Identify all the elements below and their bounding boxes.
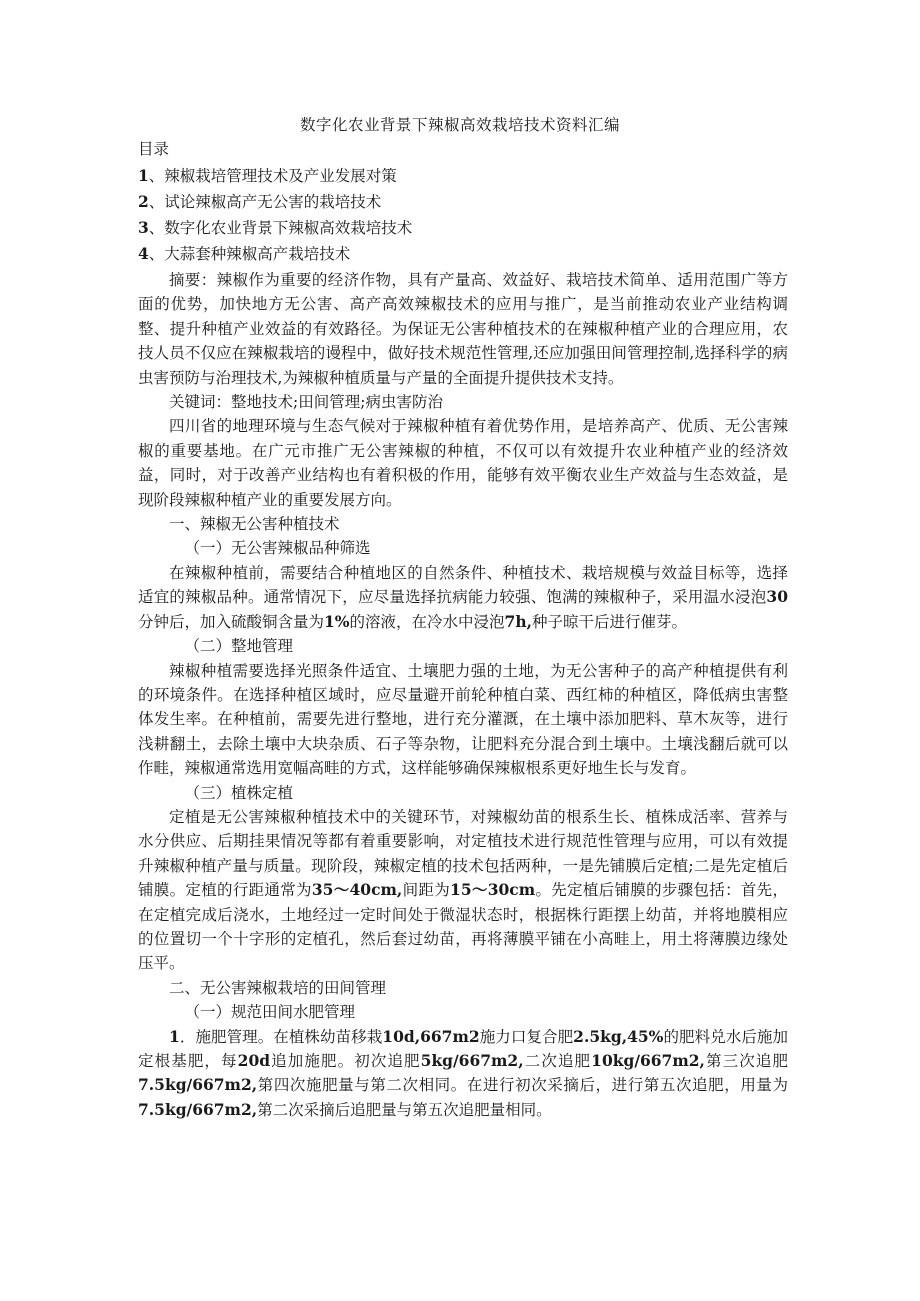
toc-item-text: 、辣椒栽培管理技术及产业发展对策 [148,167,397,185]
section-1-3-paragraph: 定植是无公害辣椒种植技术中的关键环节，对辣椒幼苗的根系生长、植株成活率、营养与水分供应、后期挂果情况等都有着重要影响，对定植技术进行规范性管理与应用，可以有效提升辣椒种植产量与质量。现阶段，辣椒定植的技术包括两种，一是先铺膜后定植;二是先定植后铺膜。定植的行距通常为35～40cm,间距为15～30cm。先定植后铺膜的步骤包括：首先，在定植完成后浇水，土地经过一定时间处于微湿状态时，根据株行距摆上幼苗，并将地膜相应的位置切一个十字形的定植孔，然后套过幼苗，再将薄膜平铺在小高畦上，用土将薄膜边缘处压平。 [138,807,788,973]
toc-item-text: 、试论辣椒高产无公害的栽培技术 [148,193,382,211]
section-1-1-heading: （一）无公害辣椒品种筛选 [184,539,371,558]
toc-item-number: 4 [138,244,149,263]
abstract-paragraph: 摘要：辣椒作为重要的经济作物，具有产量高、效益好、栽培技术简单、适用范围广等方面的优势，加快地方无公害、高产高效辣椒技术的应用与推广，是当前推动农业产业结构调整、提升种植产业效益的有效路径。为保证无公害种植技术的在辣椒种植产业的合理应用，农技人员不仅应在辣椒栽培的谩程中，做好技术规范性管理,还应加强田间管理控制,选择科学的病虫害预防与治理技术,为辣椒种植质量与产量的全面提升提供技术支持。 [138,271,788,387]
document-body [138,268,788,1122]
toc-item [138,215,412,241]
keywords-line: 关键词：整地技术;田间管理;病虫害防治 [169,393,443,412]
toc-item [138,241,412,267]
toc-item-number: 2 [138,192,149,211]
toc-item [138,189,412,215]
section-1-3-heading: （三）植株定植 [184,783,294,802]
section-2-heading: 二、无公害辣椒栽培的田间管理 [169,978,387,997]
table-of-contents [138,163,412,267]
document-title: 数字化农业背景下辣椒高效栽培技术资料汇编 [299,116,620,134]
toc-item-number: 3 [138,218,149,237]
toc-item-text: 、数字化农业背景下辣椒高效栽培技术 [148,219,413,237]
section-1-1-paragraph: 在辣椒种植前，需要结合种植地区的自然条件、种植技术、栽培规模与效益目标等，选择适宜的辣椒品种。通常情况下，应尽量选择抗病能力较强、饱满的辣椒种子，采用温水浸泡30分钟后，加入硫酸铜含量为1%的溶液，在冷水中浸泡7h,种子晾干后进行催芽。 [138,563,788,631]
toc-heading: 目录 [138,140,170,158]
section-2-1-heading: （一）规范田间水肥管理 [184,1003,356,1022]
section-1-2-paragraph: 辣椒种植需要选择光照条件适宜、土壤肥力强的土地，为无公害种子的高产种植提供有利的环境条件。在选择种植区域时，应尽量避开前轮种植白菜、西红柿的种植区，降低病虫害整体发生率。在种植前，需要先进行整地，进行充分灌溉，在土壤中添加肥料、草木灰等，进行浅耕翻土，去除土壤中大块杂质、石子等杂物，让肥料充分混合到土壤中。土壤浅翻后就可以作畦，辣椒通常选用宽幅高畦的方式，这样能够确保辣椒根系更好地生长与发育。 [138,661,788,778]
toc-item-number: 1 [138,166,149,185]
toc-item [138,163,412,189]
section-1-heading: 一、辣椒无公害种植技术 [169,515,340,534]
intro-paragraph: 四川省的地理环境与生态气候对于辣椒种植有着优势作用，是培养高产、优质、无公害辣椒的重要基地。在广元市推广无公害辣椒的种植，不仅可以有效提升农业种植产业的经济效益，同时，对于改善产业结构也有着积极的作用，能够有效平衡农业生产效益与生态效益，是现阶段辣椒种植产业的重要发展方向。 [138,417,788,509]
section-2-1-paragraph: 1．施肥管理。在植株幼苗移栽10d,667m2施力口复合肥2.5kg,45%的肥料兑水后施加定根基肥，每20d追加施肥。初次追肥5kg∕667m2,二次追肥10kg∕667m2,第三次追肥7.5kg∕667m2,第四次施肥量与第二次相同。在进行初次采摘后，进行第五次追肥，用量为7.5kg∕667m2,第二次采摘后追肥量与第五次追肥量相同。 [138,1026,788,1119]
section-1-2-heading: （二）整地管理 [184,637,294,656]
toc-item-text: 、大蒜套种辣椒高产栽培技术 [148,245,351,263]
